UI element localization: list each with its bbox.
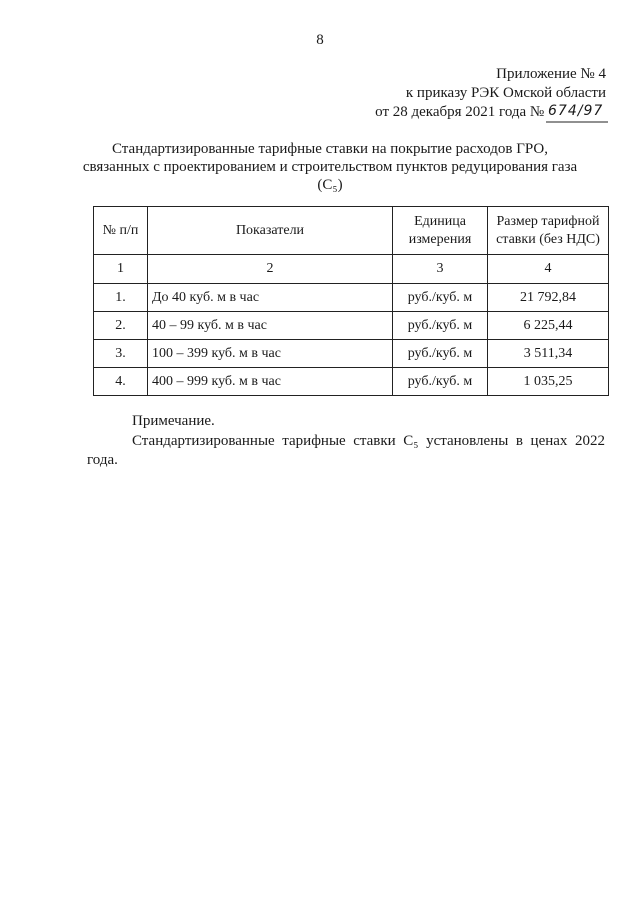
- row-indicator: 400 – 999 куб. м в час: [148, 368, 393, 396]
- row-rate: 3 511,34: [488, 340, 609, 368]
- index-cell: 2: [148, 255, 393, 284]
- row-rate: 1 035,25: [488, 368, 609, 396]
- table-index-row: [94, 255, 609, 284]
- order-date-text: от 28 декабря 2021 года №: [375, 104, 545, 120]
- appendix-title: Приложение № 4: [496, 66, 606, 82]
- order-number: [548, 103, 606, 122]
- header-indicator: Показатели: [148, 207, 393, 255]
- table-header-row: [94, 207, 609, 255]
- row-unit: руб./куб. м: [393, 368, 488, 396]
- header-unit-line-1: Единица: [414, 213, 466, 229]
- index-cell: 4: [488, 255, 609, 284]
- underline-icon: [546, 119, 608, 125]
- header-rate-line-2: ставки (без НДС): [496, 231, 600, 247]
- header-rate-line-1: Размер тарифной: [496, 213, 600, 229]
- row-indicator: 100 – 399 куб. м в час: [148, 340, 393, 368]
- title-line-1: Стандартизированные тарифные ставки на покрытие расходов ГРО,: [112, 141, 548, 157]
- table-row: [94, 312, 609, 340]
- header-unit: [393, 207, 488, 255]
- row-num: 4.: [94, 368, 148, 396]
- document-title: [60, 140, 600, 194]
- index-cell: 3: [393, 255, 488, 284]
- title-line-2: связанных с проектированием и строительством пунктов редуцирования газа: [82, 159, 578, 175]
- tariff-table: [93, 206, 609, 396]
- table-row: [94, 368, 609, 396]
- row-unit: руб./куб. м: [393, 312, 488, 340]
- row-num: 3.: [94, 340, 148, 368]
- row-num: 2.: [94, 312, 148, 340]
- row-rate: 6 225,44: [488, 312, 609, 340]
- appendix-header: [375, 65, 606, 122]
- header-num: № п/п: [94, 207, 148, 255]
- page-number: 8: [316, 32, 324, 48]
- row-unit: руб./куб. м: [393, 284, 488, 312]
- row-indicator: До 40 куб. м в час: [148, 284, 393, 312]
- table-row: [94, 284, 609, 312]
- row-num: 1.: [94, 284, 148, 312]
- order-number-handwritten: 674/97: [548, 103, 604, 119]
- header-rate: [488, 207, 609, 255]
- title-line-3: (C₅): [317, 177, 343, 193]
- appendix-order-date: [375, 103, 606, 122]
- row-indicator: 40 – 99 куб. м в час: [148, 312, 393, 340]
- row-rate: 21 792,84: [488, 284, 609, 312]
- note-text: Стандартизированные тарифные ставки С₅ установлены в ценах 2022 года.: [87, 433, 605, 468]
- note-title: Примечание.: [132, 413, 215, 429]
- table-row: [94, 340, 609, 368]
- header-unit-line-2: измерения: [408, 231, 472, 247]
- index-cell: 1: [94, 255, 148, 284]
- row-unit: руб./куб. м: [393, 340, 488, 368]
- appendix-order-ref: к приказу РЭК Омской области: [405, 85, 606, 101]
